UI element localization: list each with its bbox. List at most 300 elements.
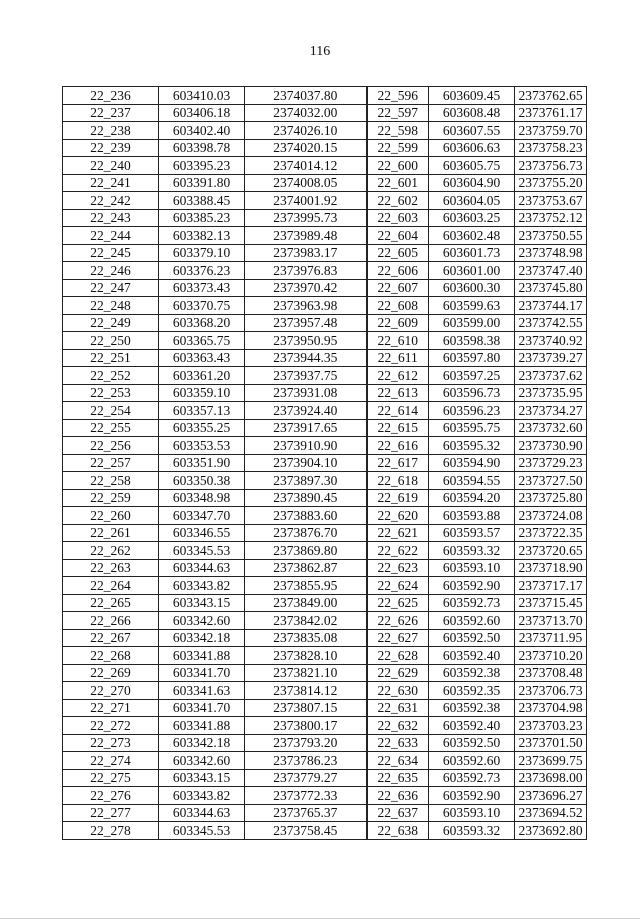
point-id-right-cell: 22_616 — [367, 437, 429, 455]
y-coordinate-left-cell: 2373970.42 — [245, 279, 367, 297]
y-coordinate-right-cell: 2373727.50 — [515, 472, 587, 490]
y-coordinate-right-cell: 2373729.23 — [515, 454, 587, 472]
point-id-left-cell: 22_275 — [63, 769, 159, 787]
point-id-left-cell: 22_251 — [63, 349, 159, 367]
y-coordinate-left-cell: 2373855.95 — [245, 577, 367, 595]
x-coordinate-left-cell: 603343.82 — [159, 787, 245, 805]
point-id-right-cell: 22_633 — [367, 734, 429, 752]
point-id-right-cell: 22_621 — [367, 524, 429, 542]
y-coordinate-left-cell: 2373800.17 — [245, 717, 367, 735]
x-coordinate-left-cell: 603347.70 — [159, 507, 245, 525]
point-id-left-cell: 22_242 — [63, 192, 159, 210]
y-coordinate-left-cell: 2374020.15 — [245, 139, 367, 157]
point-id-left-cell: 22_259 — [63, 489, 159, 507]
x-coordinate-right-cell: 603600.30 — [429, 279, 515, 297]
y-coordinate-left-cell: 2373849.00 — [245, 594, 367, 612]
x-coordinate-right-cell: 603592.60 — [429, 752, 515, 770]
y-coordinate-left-cell: 2373944.35 — [245, 349, 367, 367]
x-coordinate-right-cell: 603598.38 — [429, 332, 515, 350]
x-coordinate-right-cell: 603596.23 — [429, 402, 515, 420]
y-coordinate-left-cell: 2373842.02 — [245, 612, 367, 630]
y-coordinate-right-cell: 2373732.60 — [515, 419, 587, 437]
point-id-left-cell: 22_263 — [63, 559, 159, 577]
point-id-right-cell: 22_618 — [367, 472, 429, 490]
point-id-right-cell: 22_627 — [367, 629, 429, 647]
point-id-left-cell: 22_243 — [63, 209, 159, 227]
point-id-right-cell: 22_635 — [367, 769, 429, 787]
y-coordinate-left-cell: 2373917.65 — [245, 419, 367, 437]
point-id-right-cell: 22_596 — [367, 87, 429, 105]
x-coordinate-right-cell: 603597.25 — [429, 367, 515, 385]
y-coordinate-right-cell: 2373708.48 — [515, 664, 587, 682]
x-coordinate-left-cell: 603341.88 — [159, 717, 245, 735]
point-id-right-cell: 22_625 — [367, 594, 429, 612]
point-id-left-cell: 22_252 — [63, 367, 159, 385]
y-coordinate-left-cell: 2373957.48 — [245, 314, 367, 332]
point-id-left-cell: 22_247 — [63, 279, 159, 297]
x-coordinate-right-cell: 603602.48 — [429, 227, 515, 245]
x-coordinate-left-cell: 603398.78 — [159, 139, 245, 157]
point-id-right-cell: 22_624 — [367, 577, 429, 595]
point-id-right-cell: 22_632 — [367, 717, 429, 735]
y-coordinate-right-cell: 2373753.67 — [515, 192, 587, 210]
table-row — [63, 734, 587, 752]
x-coordinate-left-cell: 603341.70 — [159, 699, 245, 717]
point-id-right-cell: 22_628 — [367, 647, 429, 665]
point-id-left-cell: 22_257 — [63, 454, 159, 472]
x-coordinate-right-cell: 603593.10 — [429, 559, 515, 577]
x-coordinate-right-cell: 603592.35 — [429, 682, 515, 700]
table-row — [63, 384, 587, 402]
point-id-right-cell: 22_607 — [367, 279, 429, 297]
y-coordinate-left-cell: 2373989.48 — [245, 227, 367, 245]
x-coordinate-right-cell: 603603.25 — [429, 209, 515, 227]
table-row — [63, 489, 587, 507]
point-id-right-cell: 22_606 — [367, 262, 429, 280]
point-id-left-cell: 22_249 — [63, 314, 159, 332]
x-coordinate-left-cell: 603373.43 — [159, 279, 245, 297]
x-coordinate-left-cell: 603341.88 — [159, 647, 245, 665]
y-coordinate-right-cell: 2373752.12 — [515, 209, 587, 227]
y-coordinate-left-cell: 2373807.15 — [245, 699, 367, 717]
table-row — [63, 174, 587, 192]
x-coordinate-right-cell: 603592.40 — [429, 717, 515, 735]
point-id-left-cell: 22_268 — [63, 647, 159, 665]
x-coordinate-right-cell: 603595.32 — [429, 437, 515, 455]
y-coordinate-right-cell: 2373740.92 — [515, 332, 587, 350]
point-id-right-cell: 22_600 — [367, 157, 429, 175]
point-id-left-cell: 22_258 — [63, 472, 159, 490]
x-coordinate-left-cell: 603350.38 — [159, 472, 245, 490]
y-coordinate-left-cell: 2373963.98 — [245, 297, 367, 315]
x-coordinate-left-cell: 603341.63 — [159, 682, 245, 700]
table-row — [63, 524, 587, 542]
point-id-left-cell: 22_270 — [63, 682, 159, 700]
x-coordinate-left-cell: 603359.10 — [159, 384, 245, 402]
point-id-left-cell: 22_246 — [63, 262, 159, 280]
point-id-right-cell: 22_605 — [367, 244, 429, 262]
table-row — [63, 157, 587, 175]
point-id-left-cell: 22_245 — [63, 244, 159, 262]
y-coordinate-right-cell: 2373701.50 — [515, 734, 587, 752]
table-row — [63, 297, 587, 315]
x-coordinate-left-cell: 603341.70 — [159, 664, 245, 682]
point-id-right-cell: 22_615 — [367, 419, 429, 437]
point-id-right-cell: 22_622 — [367, 542, 429, 560]
x-coordinate-right-cell: 603596.73 — [429, 384, 515, 402]
table-row — [63, 752, 587, 770]
point-id-left-cell: 22_254 — [63, 402, 159, 420]
y-coordinate-right-cell: 2373734.27 — [515, 402, 587, 420]
point-id-right-cell: 22_598 — [367, 122, 429, 140]
point-id-left-cell: 22_261 — [63, 524, 159, 542]
point-id-left-cell: 22_274 — [63, 752, 159, 770]
x-coordinate-right-cell: 603592.90 — [429, 577, 515, 595]
x-coordinate-left-cell: 603345.53 — [159, 542, 245, 560]
y-coordinate-left-cell: 2374026.10 — [245, 122, 367, 140]
point-id-left-cell: 22_267 — [63, 629, 159, 647]
table-row — [63, 437, 587, 455]
y-coordinate-right-cell: 2373762.65 — [515, 87, 587, 105]
y-coordinate-right-cell: 2373711.95 — [515, 629, 587, 647]
point-id-right-cell: 22_638 — [367, 822, 429, 840]
x-coordinate-left-cell: 603365.75 — [159, 332, 245, 350]
x-coordinate-right-cell: 603594.90 — [429, 454, 515, 472]
y-coordinate-left-cell: 2373995.73 — [245, 209, 367, 227]
y-coordinate-right-cell: 2373737.62 — [515, 367, 587, 385]
x-coordinate-left-cell: 603370.75 — [159, 297, 245, 315]
x-coordinate-left-cell: 603391.80 — [159, 174, 245, 192]
table-row — [63, 367, 587, 385]
table-row — [63, 192, 587, 210]
point-id-left-cell: 22_272 — [63, 717, 159, 735]
point-id-left-cell: 22_271 — [63, 699, 159, 717]
point-id-left-cell: 22_277 — [63, 804, 159, 822]
table-row — [63, 577, 587, 595]
table-row — [63, 629, 587, 647]
x-coordinate-left-cell: 603395.23 — [159, 157, 245, 175]
y-coordinate-left-cell: 2373772.33 — [245, 787, 367, 805]
y-coordinate-left-cell: 2374008.05 — [245, 174, 367, 192]
x-coordinate-right-cell: 603599.63 — [429, 297, 515, 315]
x-coordinate-right-cell: 603592.60 — [429, 612, 515, 630]
y-coordinate-left-cell: 2373890.45 — [245, 489, 367, 507]
point-id-left-cell: 22_278 — [63, 822, 159, 840]
point-id-left-cell: 22_276 — [63, 787, 159, 805]
y-coordinate-right-cell: 2373699.75 — [515, 752, 587, 770]
y-coordinate-right-cell: 2373703.23 — [515, 717, 587, 735]
x-coordinate-left-cell: 603351.90 — [159, 454, 245, 472]
table-row — [63, 717, 587, 735]
x-coordinate-right-cell: 603594.55 — [429, 472, 515, 490]
y-coordinate-right-cell: 2373747.40 — [515, 262, 587, 280]
y-coordinate-left-cell: 2373883.60 — [245, 507, 367, 525]
x-coordinate-left-cell: 603342.18 — [159, 629, 245, 647]
point-id-left-cell: 22_264 — [63, 577, 159, 595]
x-coordinate-left-cell: 603344.63 — [159, 559, 245, 577]
x-coordinate-right-cell: 603593.32 — [429, 542, 515, 560]
y-coordinate-right-cell: 2373692.80 — [515, 822, 587, 840]
point-id-right-cell: 22_626 — [367, 612, 429, 630]
point-id-right-cell: 22_620 — [367, 507, 429, 525]
table-row — [63, 542, 587, 560]
y-coordinate-left-cell: 2373950.95 — [245, 332, 367, 350]
x-coordinate-right-cell: 603606.63 — [429, 139, 515, 157]
table-row — [63, 612, 587, 630]
table-row — [63, 822, 587, 840]
x-coordinate-left-cell: 603342.60 — [159, 752, 245, 770]
point-id-left-cell: 22_255 — [63, 419, 159, 437]
point-id-left-cell: 22_238 — [63, 122, 159, 140]
point-id-right-cell: 22_609 — [367, 314, 429, 332]
y-coordinate-left-cell: 2373786.23 — [245, 752, 367, 770]
table-row — [63, 472, 587, 490]
point-id-right-cell: 22_619 — [367, 489, 429, 507]
x-coordinate-left-cell: 603379.10 — [159, 244, 245, 262]
point-id-left-cell: 22_237 — [63, 104, 159, 122]
point-id-right-cell: 22_614 — [367, 402, 429, 420]
x-coordinate-left-cell: 603361.20 — [159, 367, 245, 385]
y-coordinate-left-cell: 2373862.87 — [245, 559, 367, 577]
point-id-left-cell: 22_262 — [63, 542, 159, 560]
y-coordinate-left-cell: 2373793.20 — [245, 734, 367, 752]
x-coordinate-left-cell: 603353.53 — [159, 437, 245, 455]
x-coordinate-left-cell: 603363.43 — [159, 349, 245, 367]
y-coordinate-left-cell: 2373904.10 — [245, 454, 367, 472]
y-coordinate-right-cell: 2373717.17 — [515, 577, 587, 595]
table-row — [63, 262, 587, 280]
table-row — [63, 122, 587, 140]
y-coordinate-left-cell: 2374037.80 — [245, 87, 367, 105]
x-coordinate-left-cell: 603406.18 — [159, 104, 245, 122]
point-id-left-cell: 22_265 — [63, 594, 159, 612]
point-id-right-cell: 22_597 — [367, 104, 429, 122]
coordinates-table-body — [63, 87, 587, 840]
x-coordinate-left-cell: 603368.20 — [159, 314, 245, 332]
x-coordinate-left-cell: 603355.25 — [159, 419, 245, 437]
point-id-right-cell: 22_601 — [367, 174, 429, 192]
table-row — [63, 279, 587, 297]
x-coordinate-right-cell: 603607.55 — [429, 122, 515, 140]
x-coordinate-left-cell: 603376.23 — [159, 262, 245, 280]
y-coordinate-right-cell: 2373745.80 — [515, 279, 587, 297]
y-coordinate-right-cell: 2373694.52 — [515, 804, 587, 822]
y-coordinate-left-cell: 2373897.30 — [245, 472, 367, 490]
point-id-left-cell: 22_256 — [63, 437, 159, 455]
y-coordinate-left-cell: 2373814.12 — [245, 682, 367, 700]
y-coordinate-left-cell: 2373924.40 — [245, 402, 367, 420]
point-id-right-cell: 22_636 — [367, 787, 429, 805]
y-coordinate-right-cell: 2373748.98 — [515, 244, 587, 262]
coordinates-table — [62, 86, 587, 840]
x-coordinate-right-cell: 603592.73 — [429, 769, 515, 787]
point-id-left-cell: 22_241 — [63, 174, 159, 192]
point-id-right-cell: 22_613 — [367, 384, 429, 402]
point-id-right-cell: 22_610 — [367, 332, 429, 350]
point-id-left-cell: 22_248 — [63, 297, 159, 315]
table-row — [63, 402, 587, 420]
x-coordinate-left-cell: 603343.15 — [159, 594, 245, 612]
table-row — [63, 227, 587, 245]
x-coordinate-right-cell: 603593.57 — [429, 524, 515, 542]
y-coordinate-left-cell: 2373758.45 — [245, 822, 367, 840]
point-id-left-cell: 22_269 — [63, 664, 159, 682]
point-id-right-cell: 22_623 — [367, 559, 429, 577]
y-coordinate-left-cell: 2373983.17 — [245, 244, 367, 262]
x-coordinate-right-cell: 603608.48 — [429, 104, 515, 122]
y-coordinate-right-cell: 2373696.27 — [515, 787, 587, 805]
table-row — [63, 454, 587, 472]
y-coordinate-left-cell: 2373779.27 — [245, 769, 367, 787]
point-id-left-cell: 22_239 — [63, 139, 159, 157]
point-id-right-cell: 22_602 — [367, 192, 429, 210]
y-coordinate-left-cell: 2373828.10 — [245, 647, 367, 665]
x-coordinate-right-cell: 603592.38 — [429, 699, 515, 717]
table-row — [63, 804, 587, 822]
x-coordinate-right-cell: 603601.73 — [429, 244, 515, 262]
table-row — [63, 87, 587, 105]
x-coordinate-left-cell: 603343.15 — [159, 769, 245, 787]
x-coordinate-right-cell: 603599.00 — [429, 314, 515, 332]
y-coordinate-right-cell: 2373713.70 — [515, 612, 587, 630]
point-id-right-cell: 22_604 — [367, 227, 429, 245]
point-id-left-cell: 22_240 — [63, 157, 159, 175]
x-coordinate-right-cell: 603593.32 — [429, 822, 515, 840]
table-row — [63, 419, 587, 437]
table-row — [63, 507, 587, 525]
table-row — [63, 104, 587, 122]
y-coordinate-right-cell: 2373758.23 — [515, 139, 587, 157]
x-coordinate-right-cell: 603592.40 — [429, 647, 515, 665]
table-row — [63, 139, 587, 157]
y-coordinate-left-cell: 2373976.83 — [245, 262, 367, 280]
table-row — [63, 244, 587, 262]
point-id-right-cell: 22_634 — [367, 752, 429, 770]
table-row — [63, 664, 587, 682]
x-coordinate-right-cell: 603593.88 — [429, 507, 515, 525]
x-coordinate-right-cell: 603604.90 — [429, 174, 515, 192]
table-row — [63, 559, 587, 577]
table-row — [63, 682, 587, 700]
point-id-right-cell: 22_631 — [367, 699, 429, 717]
x-coordinate-left-cell: 603357.13 — [159, 402, 245, 420]
x-coordinate-right-cell: 603609.45 — [429, 87, 515, 105]
table-row — [63, 332, 587, 350]
y-coordinate-right-cell: 2373725.80 — [515, 489, 587, 507]
page-bottom-edge — [0, 918, 640, 919]
point-id-right-cell: 22_611 — [367, 349, 429, 367]
x-coordinate-right-cell: 603605.75 — [429, 157, 515, 175]
y-coordinate-right-cell: 2373724.08 — [515, 507, 587, 525]
x-coordinate-right-cell: 603601.00 — [429, 262, 515, 280]
table-row — [63, 349, 587, 367]
y-coordinate-right-cell: 2373722.35 — [515, 524, 587, 542]
x-coordinate-left-cell: 603346.55 — [159, 524, 245, 542]
y-coordinate-right-cell: 2373759.70 — [515, 122, 587, 140]
x-coordinate-left-cell: 603342.18 — [159, 734, 245, 752]
y-coordinate-left-cell: 2373869.80 — [245, 542, 367, 560]
point-id-right-cell: 22_617 — [367, 454, 429, 472]
x-coordinate-left-cell: 603344.63 — [159, 804, 245, 822]
y-coordinate-left-cell: 2373910.90 — [245, 437, 367, 455]
point-id-right-cell: 22_637 — [367, 804, 429, 822]
y-coordinate-left-cell: 2373835.08 — [245, 629, 367, 647]
x-coordinate-right-cell: 603595.75 — [429, 419, 515, 437]
y-coordinate-right-cell: 2373750.55 — [515, 227, 587, 245]
x-coordinate-left-cell: 603385.23 — [159, 209, 245, 227]
point-id-right-cell: 22_603 — [367, 209, 429, 227]
y-coordinate-right-cell: 2373742.55 — [515, 314, 587, 332]
y-coordinate-left-cell: 2373765.37 — [245, 804, 367, 822]
table-row — [63, 769, 587, 787]
point-id-right-cell: 22_630 — [367, 682, 429, 700]
point-id-left-cell: 22_244 — [63, 227, 159, 245]
y-coordinate-left-cell: 2373931.08 — [245, 384, 367, 402]
x-coordinate-right-cell: 603592.38 — [429, 664, 515, 682]
table-row — [63, 314, 587, 332]
y-coordinate-right-cell: 2373715.45 — [515, 594, 587, 612]
point-id-left-cell: 22_250 — [63, 332, 159, 350]
y-coordinate-right-cell: 2373698.00 — [515, 769, 587, 787]
page-number: 116 — [309, 44, 331, 59]
point-id-left-cell: 22_260 — [63, 507, 159, 525]
x-coordinate-right-cell: 603593.10 — [429, 804, 515, 822]
y-coordinate-right-cell: 2373761.17 — [515, 104, 587, 122]
y-coordinate-right-cell: 2373706.73 — [515, 682, 587, 700]
y-coordinate-right-cell: 2373710.20 — [515, 647, 587, 665]
point-id-left-cell: 22_253 — [63, 384, 159, 402]
y-coordinate-right-cell: 2373735.95 — [515, 384, 587, 402]
x-coordinate-left-cell: 603388.45 — [159, 192, 245, 210]
x-coordinate-right-cell: 603592.90 — [429, 787, 515, 805]
y-coordinate-left-cell: 2373876.70 — [245, 524, 367, 542]
y-coordinate-right-cell: 2373744.17 — [515, 297, 587, 315]
table-row — [63, 209, 587, 227]
y-coordinate-left-cell: 2373821.10 — [245, 664, 367, 682]
table-row — [63, 594, 587, 612]
y-coordinate-left-cell: 2374001.92 — [245, 192, 367, 210]
point-id-left-cell: 22_266 — [63, 612, 159, 630]
x-coordinate-left-cell: 603382.13 — [159, 227, 245, 245]
x-coordinate-left-cell: 603345.53 — [159, 822, 245, 840]
x-coordinate-left-cell: 603410.03 — [159, 87, 245, 105]
table-row — [63, 699, 587, 717]
table-row — [63, 787, 587, 805]
x-coordinate-right-cell: 603592.73 — [429, 594, 515, 612]
point-id-right-cell: 22_608 — [367, 297, 429, 315]
point-id-right-cell: 22_599 — [367, 139, 429, 157]
x-coordinate-left-cell: 603402.40 — [159, 122, 245, 140]
y-coordinate-left-cell: 2374014.12 — [245, 157, 367, 175]
x-coordinate-left-cell: 603348.98 — [159, 489, 245, 507]
x-coordinate-right-cell: 603594.20 — [429, 489, 515, 507]
y-coordinate-right-cell: 2373718.90 — [515, 559, 587, 577]
x-coordinate-left-cell: 603343.82 — [159, 577, 245, 595]
point-id-right-cell: 22_612 — [367, 367, 429, 385]
y-coordinate-left-cell: 2374032.00 — [245, 104, 367, 122]
x-coordinate-right-cell: 603604.05 — [429, 192, 515, 210]
table-row — [63, 647, 587, 665]
x-coordinate-right-cell: 603592.50 — [429, 629, 515, 647]
x-coordinate-right-cell: 603592.50 — [429, 734, 515, 752]
y-coordinate-left-cell: 2373937.75 — [245, 367, 367, 385]
y-coordinate-right-cell: 2373730.90 — [515, 437, 587, 455]
x-coordinate-left-cell: 603342.60 — [159, 612, 245, 630]
point-id-right-cell: 22_629 — [367, 664, 429, 682]
point-id-left-cell: 22_273 — [63, 734, 159, 752]
x-coordinate-right-cell: 603597.80 — [429, 349, 515, 367]
y-coordinate-right-cell: 2373720.65 — [515, 542, 587, 560]
